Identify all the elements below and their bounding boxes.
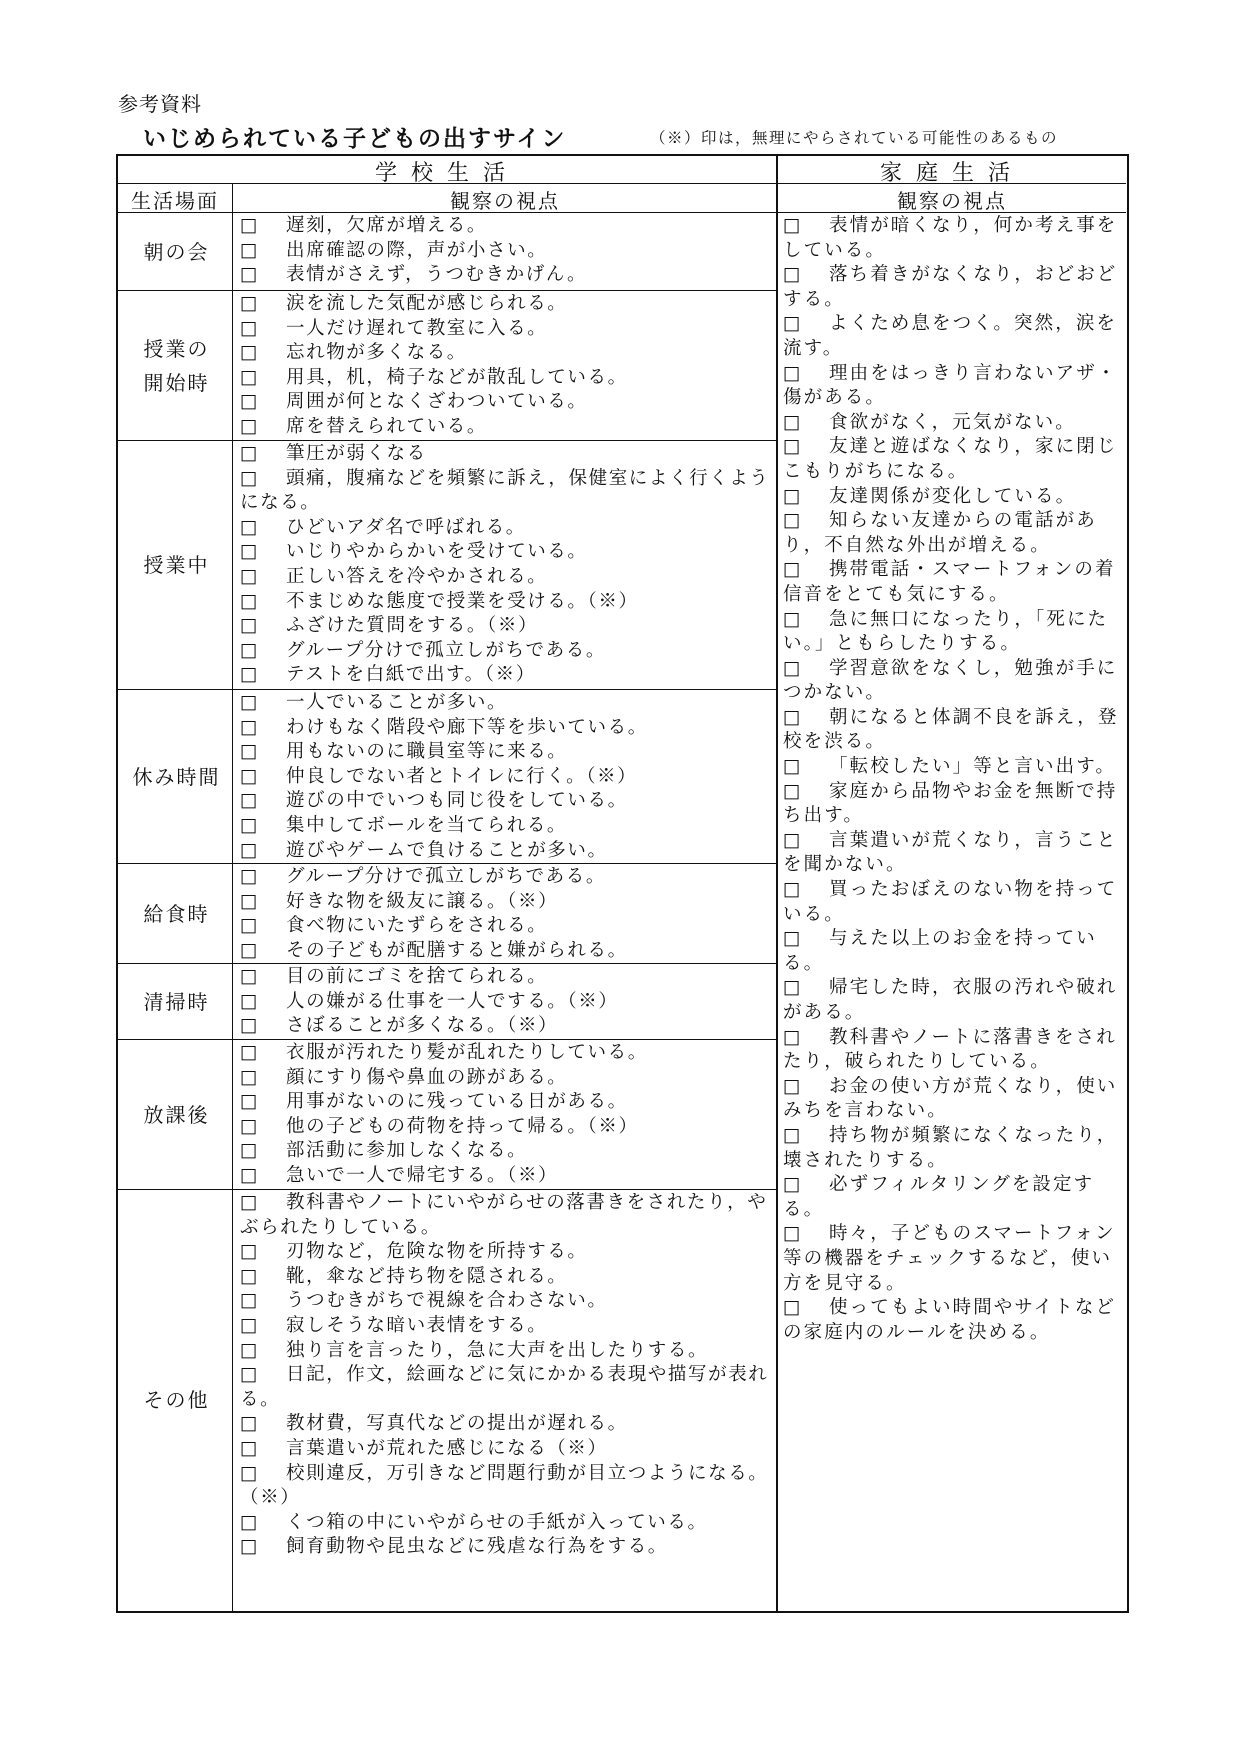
list-item: □ ひどいアダ名で呼ばれる。 <box>240 516 890 541</box>
checkbox-icon[interactable]: □ <box>240 1192 260 1213</box>
list-item: □ ふざけた質問をする。（※） <box>240 614 890 639</box>
checkbox-icon[interactable]: □ <box>240 866 260 887</box>
checkbox-icon[interactable]: □ <box>240 565 260 587</box>
checkbox-icon[interactable]: □ <box>240 664 260 686</box>
checkbox-icon[interactable]: □ <box>783 264 803 286</box>
checkbox-icon[interactable]: □ <box>240 814 260 836</box>
checkbox-icon[interactable]: □ <box>240 615 260 637</box>
checkbox-icon[interactable]: □ <box>783 485 803 507</box>
list-item: □ 急いで一人で帰宅する。（※） <box>240 1164 890 1189</box>
checkbox-icon[interactable]: □ <box>783 879 803 901</box>
list-item: □ 時々，子どものスマートフォン等の機器をチェックするなど，使い方を見守る。 <box>783 1223 1116 1294</box>
list-item: □ 携帯電話・スマートフォンの着信音をとても気にする。 <box>783 559 1116 605</box>
list-item: □ 帰宅した時，衣服の汚れや破れがある。 <box>783 977 1118 1023</box>
list-item: □ いじりやからかいを受けている。 <box>240 540 890 565</box>
list-item: □ 使ってもよい時間やサイトなどの家庭内のルールを決める。 <box>783 1297 1117 1343</box>
list-item: □ 表情がさえず，うつむきかげん。 <box>240 263 890 288</box>
list-item: □ 言葉遣いが荒れた感じになる（※） <box>240 1437 770 1462</box>
checkbox-icon[interactable]: □ <box>240 1066 260 1088</box>
list-item: □ グループ分けで孤立しがちである。 <box>240 865 890 890</box>
scene-cleaning-time: 清掃時 <box>143 989 210 1014</box>
list-item: □ 日記，作文，絵画などに気にかかる表現や描写が表れる。 <box>240 1364 769 1410</box>
checkbox-icon[interactable]: □ <box>240 516 260 538</box>
checkbox-icon[interactable]: □ <box>240 541 260 563</box>
checkbox-icon[interactable]: □ <box>240 1265 260 1287</box>
checkbox-icon[interactable]: □ <box>783 928 803 950</box>
list-item: □ 目の前にゴミを捨てられる。 <box>240 965 890 990</box>
checkbox-icon[interactable]: □ <box>783 1223 803 1245</box>
list-item: □ よくため息をつく。突然，涙を流す。 <box>783 313 1118 359</box>
checkbox-icon[interactable]: □ <box>240 1091 260 1113</box>
checkbox-icon[interactable]: □ <box>783 1174 803 1196</box>
list-item: □ 忘れ物が多くなる。 <box>240 341 890 366</box>
list-item: □ 理由をはっきり言わないアザ・傷がある。 <box>783 362 1118 409</box>
checkbox-icon[interactable]: □ <box>240 1164 260 1186</box>
scene-label: 授業の <box>143 336 210 361</box>
list-item: □ 部活動に参加しなくなる。 <box>240 1139 890 1164</box>
list-item: □ 教材費，写真代などの提出が遅れる。 <box>240 1412 770 1437</box>
home-view-column-header: 観察の視点 <box>897 189 1007 213</box>
checkbox-icon[interactable]: □ <box>783 608 803 630</box>
list-item: □ 正しい答えを冷やかされる。 <box>240 565 890 590</box>
scene-label: 開始時 <box>143 370 210 395</box>
list-item: □ 飼育動物や昆虫などに残虐な行為をする。 <box>240 1535 770 1560</box>
checkbox-icon[interactable]: □ <box>240 1140 260 1162</box>
list-item: □ 持ち物が頻繁になくなったり，壊されたりする。 <box>783 1124 1118 1171</box>
checkbox-icon[interactable]: □ <box>240 890 260 912</box>
list-item: □ 知らない友達からの電話があり，不自然な外出が増える。 <box>783 510 1097 556</box>
scene-lunch-time: 給食時 <box>143 901 210 926</box>
list-item: □ 衣服が汚れたり髪が乱れたりしている。 <box>240 1041 890 1066</box>
list-item: □ 靴，傘など持ち物を隠される。 <box>240 1265 770 1290</box>
list-item: □ 席を替えられている。 <box>240 415 890 440</box>
list-item: □ 集中してボールを当てられる。 <box>240 814 890 839</box>
list-item: □ 頭痛，腹痛などを頻繁に訴え，保健室によく行くようになる。 <box>240 467 770 514</box>
checkbox-icon[interactable]: □ <box>240 415 260 437</box>
scene-column-header: 生活場面 <box>131 189 219 213</box>
list-item: □ 教科書やノートにいやがらせの落書きをされたり，やぶられたりしている。 <box>240 1192 768 1238</box>
list-item: □ 友達と遊ばなくなり，家に閉じこもりがちになる。 <box>783 436 1118 482</box>
checkbox-icon[interactable]: □ <box>240 939 260 961</box>
list-item: □ 急に無口になったり，「死にたい。」ともらしたりする。 <box>783 608 1109 655</box>
checkbox-icon[interactable]: □ <box>240 293 260 314</box>
list-item: □ 教科書やノートに落書きをされたり，破られたりしている。 <box>783 1026 1117 1073</box>
checkbox-icon[interactable]: □ <box>240 1339 260 1361</box>
checkbox-icon[interactable]: □ <box>240 1241 260 1263</box>
list-item: □ 遅刻，欠席が増える。 <box>240 214 890 239</box>
note-text: （※）印は，無理にやらされている可能性のあるもの <box>650 129 1059 147</box>
checkbox-icon[interactable]: □ <box>240 1413 260 1435</box>
list-item: □ 人の嫌がる仕事を一人でする。（※） <box>240 990 890 1015</box>
list-item: □ 表情が暗くなり，何か考え事をしている。 <box>783 215 1118 261</box>
checkbox-icon[interactable]: □ <box>240 1314 260 1336</box>
checkbox-icon[interactable]: □ <box>240 839 260 861</box>
list-item: □ 仲良しでない者とトイレに行く。（※） <box>240 765 890 790</box>
list-item: □ 一人だけ遅れて教室に入る。 <box>240 317 890 342</box>
checkbox-icon[interactable]: □ <box>783 1026 803 1048</box>
list-item: □ テストを白紙で出す。（※） <box>240 663 890 688</box>
checkbox-icon[interactable]: □ <box>240 915 260 937</box>
reference-label: 参考資料 <box>118 92 202 116</box>
list-item: □ 遊びやゲームで負けることが多い。 <box>240 839 890 864</box>
checkbox-icon[interactable]: □ <box>783 829 803 851</box>
list-item: □ 涙を流した気配が感じられる。 <box>240 292 890 317</box>
checkbox-icon[interactable]: □ <box>783 1075 803 1097</box>
checkbox-icon[interactable]: □ <box>240 215 260 236</box>
checkbox-icon[interactable]: □ <box>240 1042 260 1063</box>
checkbox-icon[interactable]: □ <box>240 639 260 661</box>
list-item: □ 与えた以上のお金を持っている。 <box>783 928 1097 974</box>
checkbox-icon[interactable]: □ <box>240 1462 260 1484</box>
list-item: □ その子どもが配膳すると嫌がられる。 <box>240 939 890 964</box>
view-column-header: 観察の視点 <box>450 189 560 213</box>
signs-table <box>116 154 1129 1613</box>
checkbox-icon[interactable]: □ <box>240 1115 260 1137</box>
list-item: □ 不まじめな態度で授業を受ける。（※） <box>240 590 890 615</box>
list-item: □ 刃物など，危険な物を所持する。 <box>240 1240 770 1265</box>
checkbox-icon[interactable]: □ <box>783 657 803 679</box>
checkbox-icon[interactable]: □ <box>783 1124 803 1146</box>
checkbox-icon[interactable]: □ <box>783 1297 803 1319</box>
list-item: □ くつ箱の中にいやがらせの手紙が入っている。 <box>240 1511 770 1536</box>
checkbox-icon[interactable]: □ <box>240 1290 260 1312</box>
list-item: □ 好きな物を級友に譲る。（※） <box>240 890 890 915</box>
checkbox-icon[interactable]: □ <box>240 1364 260 1386</box>
checkbox-icon[interactable]: □ <box>783 411 803 433</box>
page-title: いじめられている子どもの出すサイン <box>143 125 567 152</box>
list-item: □ うつむきがちで視線を合わさない。 <box>240 1289 770 1314</box>
checkbox-icon[interactable]: □ <box>783 362 803 384</box>
list-item: □ 友達関係が変化している。 <box>783 485 1125 510</box>
list-item: □ 顔にすり傷や鼻血の跡がある。 <box>240 1066 890 1091</box>
home-life-header: 家庭生活 <box>879 161 1024 186</box>
list-item: □ 一人でいることが多い。 <box>240 691 890 716</box>
checkbox-icon[interactable]: □ <box>240 1511 260 1533</box>
list-item: □ 家庭から品物やお金を無断で持ち出す。 <box>783 780 1118 827</box>
checkbox-icon[interactable]: □ <box>240 264 260 286</box>
list-item: □ 独り言を言ったり，急に大声を出したりする。 <box>240 1339 770 1364</box>
checkbox-icon[interactable]: □ <box>783 780 803 802</box>
list-item: □ 買ったおぼえのない物を持っている。 <box>783 879 1118 925</box>
scene-break-time: 休み時間 <box>132 764 221 789</box>
school-life-header: 学校生活 <box>374 161 519 186</box>
list-item: □ 周囲が何となくざわついている。 <box>240 390 890 415</box>
list-item: □ 食欲がなく，元気がない。 <box>783 411 1125 436</box>
checkbox-icon[interactable]: □ <box>783 559 803 581</box>
list-item: □ 他の子どもの荷物を持って帰る。（※） <box>240 1115 890 1140</box>
list-item: □ お金の使い方が荒くなり，使いみちを言わない。 <box>783 1075 1118 1122</box>
list-item: □ 校則違反，万引きなど問題行動が目立つようになる。（※） <box>240 1462 769 1509</box>
checkbox-icon[interactable]: □ <box>240 467 260 489</box>
checkbox-icon[interactable]: □ <box>240 342 260 364</box>
checkbox-icon[interactable]: □ <box>783 215 803 236</box>
scene-morning-meeting: 朝の会 <box>143 239 210 264</box>
checkbox-icon[interactable]: □ <box>783 706 803 728</box>
checkbox-icon[interactable]: □ <box>240 239 260 261</box>
scene-during-class: 授業中 <box>143 553 210 577</box>
checkbox-icon[interactable]: □ <box>240 741 260 763</box>
list-item: □ 寂しそうな暗い表情をする。 <box>240 1314 770 1339</box>
checkbox-icon[interactable]: □ <box>783 313 803 335</box>
checkbox-icon[interactable]: □ <box>240 443 260 464</box>
list-item: □ 用もないのに職員室等に来る。 <box>240 740 890 765</box>
checkbox-icon[interactable]: □ <box>240 716 260 738</box>
checkbox-icon[interactable]: □ <box>783 756 803 778</box>
checkbox-icon[interactable]: □ <box>240 366 260 388</box>
scene-other: その他 <box>143 1388 210 1412</box>
checkbox-icon[interactable]: □ <box>240 317 260 339</box>
scene-after-school: 放課後 <box>143 1102 210 1127</box>
list-item: □ 用事がないのに残っている日がある。 <box>240 1090 890 1115</box>
checkbox-icon[interactable]: □ <box>240 590 260 612</box>
checkbox-icon[interactable]: □ <box>240 1536 260 1558</box>
list-item: □ わけもなく階段や廊下等を歩いている。 <box>240 716 890 741</box>
list-item: □ 言葉遣いが荒くなり，言うことを聞かない。 <box>783 829 1118 876</box>
checkbox-icon[interactable]: □ <box>783 510 803 532</box>
home-life-items <box>783 214 1125 1345</box>
checkbox-icon[interactable]: □ <box>240 692 260 713</box>
scene-class-start <box>118 291 235 440</box>
list-item: □ 用具，机，椅子などが散乱している。 <box>240 366 890 391</box>
checkbox-icon[interactable]: □ <box>240 966 260 987</box>
checkbox-icon[interactable]: □ <box>240 790 260 812</box>
items-other <box>240 1191 770 1560</box>
checkbox-icon[interactable]: □ <box>783 977 803 999</box>
list-item: □ 落ち着きがなくなり，おどおどする。 <box>783 264 1118 310</box>
list-item: □ 必ずフィルタリングを設定する。 <box>783 1174 1095 1220</box>
checkbox-icon[interactable]: □ <box>240 1015 260 1037</box>
list-item: □ グループ分けで孤立しがちである。 <box>240 639 890 664</box>
list-item: □ 筆圧が弱くなる <box>240 442 890 467</box>
checkbox-icon[interactable]: □ <box>240 765 260 787</box>
list-item: □ 食べ物にいたずらをされる。 <box>240 914 890 939</box>
list-item: □ 学習意欲をなくし，勉強が手につかない。 <box>783 657 1118 704</box>
list-item: □ 「転校したい」等と言い出す。 <box>783 755 1125 780</box>
list-item: □ 朝になると体調不良を訴え，登校を渋る。 <box>783 706 1119 753</box>
list-item: □ 出席確認の際，声が小さい。 <box>240 239 890 264</box>
checkbox-icon[interactable]: □ <box>783 436 803 458</box>
list-item: □ 遊びの中でいつも同じ役をしている。 <box>240 789 890 814</box>
checkbox-icon[interactable]: □ <box>240 990 260 1012</box>
checkbox-icon[interactable]: □ <box>240 391 260 413</box>
list-item: □ さぼることが多くなる。（※） <box>240 1014 890 1039</box>
checkbox-icon[interactable]: □ <box>240 1437 260 1459</box>
